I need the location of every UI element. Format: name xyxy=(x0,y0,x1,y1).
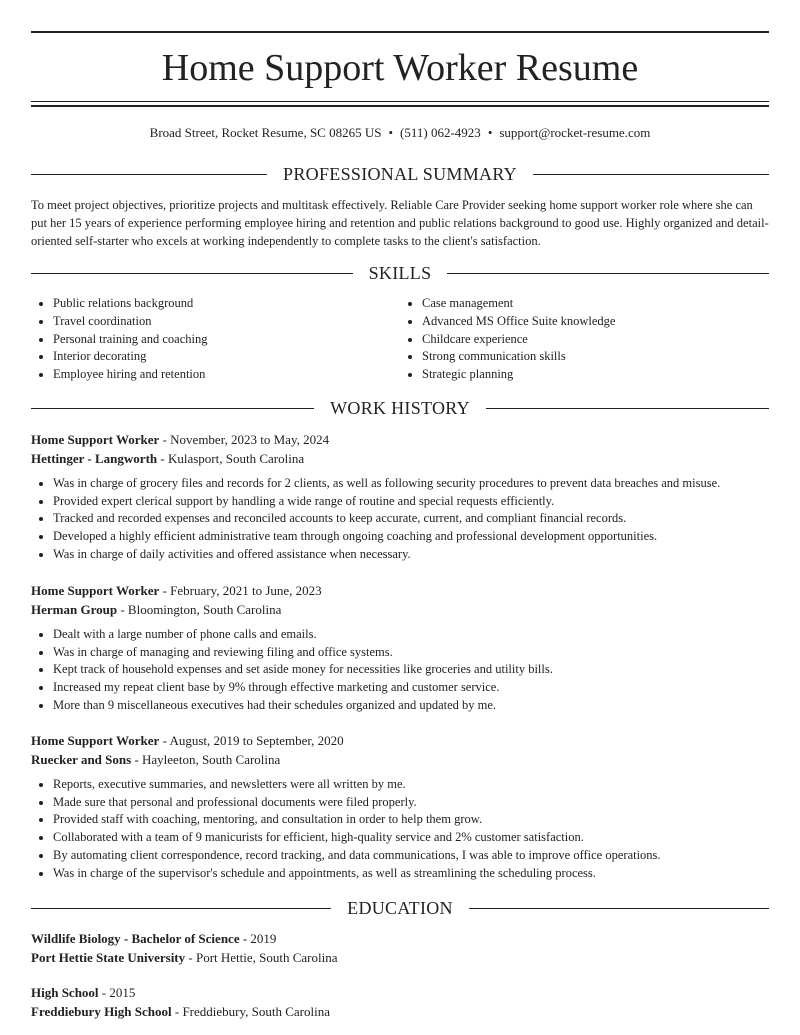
skill-item: • Strong communication skills xyxy=(422,348,769,366)
heading-rule-left xyxy=(31,174,267,175)
summary-heading: PROFESSIONAL SUMMARY xyxy=(283,164,517,184)
job-bullet: • Was in charge of grocery files and records for 2 clients, as well as following security procedures to prevent data breaches and misuse. xyxy=(53,475,769,493)
education-location: - Freddiebury, South Carolina xyxy=(171,1003,331,1019)
education-year: - 2019 xyxy=(239,931,277,946)
job-entry xyxy=(31,581,769,715)
job-title-line xyxy=(31,731,769,750)
skills-column-right xyxy=(400,295,769,384)
job-bullet: • Collaborated with a team of 9 manicurists for efficient, high-quality service and 2% customer satisfaction. xyxy=(53,829,769,847)
top-rule xyxy=(31,31,769,33)
summary-text: To meet project objectives, prioritize projects and multitask effectively. Reliable Care Provider seeking home support worker role where she can put her 15 years of experience performing employee hiring and retention and public relations background to good use. Highly organized and detail-oriented self-starter who excels at working independently to complete tasks to the client's satisfaction. xyxy=(31,198,769,248)
heading-rule-left xyxy=(31,408,314,409)
job-dates: - November, 2023 to May, 2024 xyxy=(159,432,330,447)
job-bullets xyxy=(31,626,769,715)
title-double-rule xyxy=(31,101,769,107)
education-degree: High School xyxy=(31,985,99,1000)
job-bullet: • By automating client correspondence, record tracking, and data communications, I was able to improve office operations. xyxy=(53,847,769,865)
job-dates: - February, 2021 to June, 2023 xyxy=(159,583,322,598)
education-school-line xyxy=(31,1003,769,1022)
skill-item: • Childcare experience xyxy=(422,331,769,349)
job-bullet: • Provided expert clerical support by handling a wide range of routine and special requests efficiently. xyxy=(53,493,769,511)
skill-item: • Case management xyxy=(422,295,769,313)
contact-separator: • xyxy=(388,125,394,140)
job-entry xyxy=(31,731,769,882)
job-company: Ruecker and Sons xyxy=(31,752,132,767)
job-bullet: • Kept track of household expenses and set aside money for necessities like groceries and utility bills. xyxy=(53,661,769,679)
heading-rule-right xyxy=(533,174,769,175)
skill-item: • Travel coordination xyxy=(53,313,400,331)
job-bullet: • Was in charge of the supervisor's schedule and appointments, as well as streamlining the scheduling process. xyxy=(53,865,769,883)
job-title: Home Support Worker xyxy=(31,733,160,748)
job-company-line xyxy=(31,750,769,769)
job-bullet: • Increased my repeat client base by 9% through effective marketing and customer service. xyxy=(53,679,769,697)
education-heading: EDUCATION xyxy=(347,898,453,918)
job-bullet: • More than 9 miscellaneous executives had their schedules organized and updated by me. xyxy=(53,697,769,715)
contact-line xyxy=(31,124,769,142)
skills-list xyxy=(31,295,769,384)
job-dates: - August, 2019 to September, 2020 xyxy=(159,733,344,748)
education-degree-line xyxy=(31,930,769,949)
job-bullets xyxy=(31,475,769,564)
skill-item: • Public relations background xyxy=(53,295,400,313)
skills-heading: SKILLS xyxy=(368,263,432,283)
job-company: Herman Group xyxy=(31,602,118,617)
work-heading: WORK HISTORY xyxy=(330,398,470,418)
contact-email[interactable]: support@rocket-resume.com xyxy=(499,125,651,140)
job-title: Home Support Worker xyxy=(31,583,160,598)
job-title-line xyxy=(31,581,769,600)
heading-rule-right xyxy=(447,273,769,274)
work-section-heading xyxy=(31,397,769,419)
job-bullet: • Provided staff with coaching, mentoring, and consultation in order to help them grow. xyxy=(53,811,769,829)
job-company-line xyxy=(31,600,769,619)
education-school: Freddiebury High School xyxy=(31,1003,172,1019)
skills-section-heading xyxy=(31,262,769,284)
job-location: - Hayleeton, South Carolina xyxy=(131,752,281,767)
education-degree: Wildlife Biology - Bachelor of Science xyxy=(31,931,240,946)
education-entry xyxy=(31,984,769,1021)
job-location: - Kulasport, South Carolina xyxy=(157,451,305,466)
job-bullet: • Developed a highly efficient administrative team through ongoing coaching and professional development opportunities. xyxy=(53,528,769,546)
skill-item: • Advanced MS Office Suite knowledge xyxy=(422,313,769,331)
job-title: Home Support Worker xyxy=(31,432,160,447)
contact-address: Broad Street, Rocket Resume, SC 08265 US xyxy=(149,125,382,140)
education-entry xyxy=(31,930,769,967)
skill-item: • Employee hiring and retention xyxy=(53,366,400,384)
job-location: - Bloomington, South Carolina xyxy=(117,602,282,617)
skill-item: • Strategic planning xyxy=(422,366,769,384)
job-bullets xyxy=(31,776,769,882)
job-company: Hettinger - Langworth xyxy=(31,451,158,466)
skill-item: • Interior decorating xyxy=(53,348,400,366)
education-degree-line xyxy=(31,984,769,1003)
contact-separator: • xyxy=(487,125,493,140)
skill-item: • Personal training and coaching xyxy=(53,331,400,349)
job-company-line xyxy=(31,449,769,468)
skills-column-left xyxy=(31,295,400,384)
job-entry xyxy=(31,430,769,564)
summary-section-heading xyxy=(31,163,769,185)
education-year: - 2015 xyxy=(98,985,136,1000)
job-bullet: • Was in charge of daily activities and offered assistance when necessary. xyxy=(53,546,769,564)
contact-phone[interactable]: (511) 062-4923 xyxy=(400,125,481,140)
heading-rule-right xyxy=(469,908,769,909)
heading-rule-left xyxy=(31,273,353,274)
resume-title: Home Support Worker Resume xyxy=(161,47,639,89)
education-school: Port Hettie State University xyxy=(31,949,186,965)
job-bullet: • Was in charge of managing and reviewing filing and office systems. xyxy=(53,644,769,662)
job-title-line xyxy=(31,430,769,449)
job-bullet: • Tracked and recorded expenses and reconciled accounts to keep accurate, current, and compliant financial records. xyxy=(53,510,769,528)
job-bullet: • Reports, executive summaries, and newsletters were all written by me. xyxy=(53,776,769,794)
job-bullet: • Made sure that personal and professional documents were filed properly. xyxy=(53,794,769,812)
education-location: - Port Hettie, South Carolina xyxy=(185,949,338,965)
job-bullet: • Dealt with a large number of phone calls and emails. xyxy=(53,626,769,644)
heading-rule-left xyxy=(31,908,331,909)
heading-rule-right xyxy=(486,408,769,409)
education-school-line xyxy=(31,949,769,968)
education-section-heading xyxy=(31,897,769,919)
